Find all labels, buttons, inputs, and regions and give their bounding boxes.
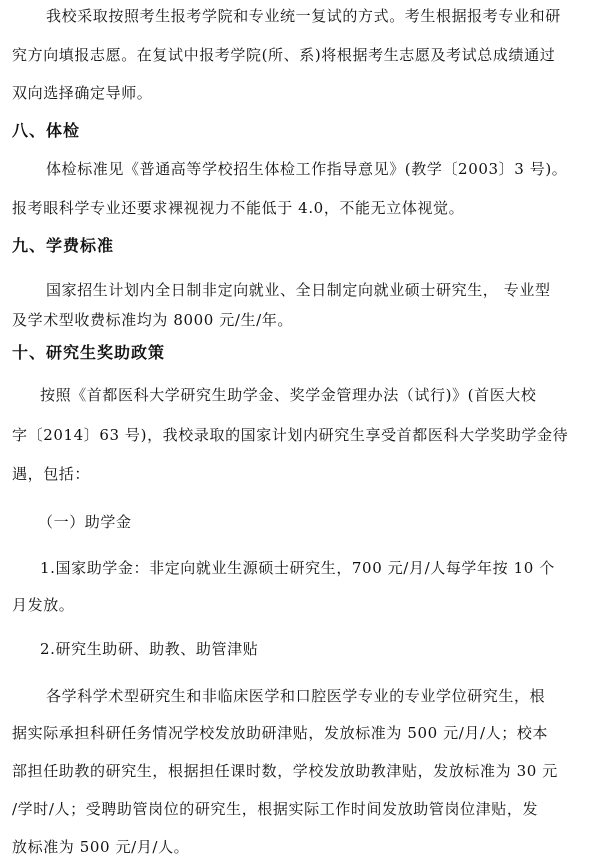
paragraph-line: 放标准为 500 元/月/人。: [12, 838, 190, 856]
section-heading: 十、研究生奖助政策: [12, 343, 166, 362]
paragraph-line: 字〔2014〕63 号)，我校录取的国家计划内研究生享受首都医科大学奖助学金待: [12, 426, 569, 444]
item-title: 2.研究生助研、助教、助管津贴: [40, 640, 259, 658]
paragraph-line: 及学术型收费标准均为 8000 元/生/年。: [12, 311, 294, 329]
paragraph-line: 报考眼科学专业还要求裸视视力不能低于 4.0，不能无立体视觉。: [12, 199, 465, 217]
section-heading: 八、体检: [12, 121, 81, 140]
paragraph-line: 遇，包括：: [12, 465, 91, 483]
paragraph-line: 究方向填报志愿。在复试中报考学院(所、系)将根据考生志愿及考试总成绩通过: [12, 46, 556, 64]
paragraph-line: 双向选择确定导师。: [12, 84, 153, 102]
paragraph-line: 按照《首都医科大学研究生助学金、奖学金管理办法（试行)》(首医大校: [40, 386, 537, 404]
subsection-heading: （一）助学金: [38, 513, 132, 531]
paragraph-line: 各学科学术型研究生和非临床医学和口腔医学专业的专业学位研究生，根: [46, 687, 546, 705]
paragraph-line: 国家招生计划内全日制非定向就业、全日制定向就业硕士研究生， 专业型: [46, 281, 551, 299]
paragraph-line: 我校采取按照考生报考学院和专业统一复试的方式。考生根据报考专业和研: [46, 7, 561, 25]
paragraph-line: 据实际承担科研任务情况学校发放助研津贴，发放标准为 500 元/月/人；校本: [12, 724, 549, 742]
paragraph-line: 体检标准见《普通高等学校招生体检工作指导意见》(教学〔2003〕3 号)。: [46, 160, 568, 178]
section-heading: 九、学费标准: [12, 236, 115, 255]
paragraph-line: /学时/人；受聘助管岗位的研究生，根据实际工作时间发放助管岗位津贴，发: [12, 800, 539, 818]
paragraph-line: 部担任助教的研究生，根据担任课时数，学校发放助教津贴，发放标准为 30 元: [12, 762, 558, 780]
paragraph-line: 1.国家助学金：非定向就业生源硕士研究生，700 元/月/人每学年按 10 个: [40, 559, 555, 577]
paragraph-line: 月发放。: [12, 596, 75, 614]
